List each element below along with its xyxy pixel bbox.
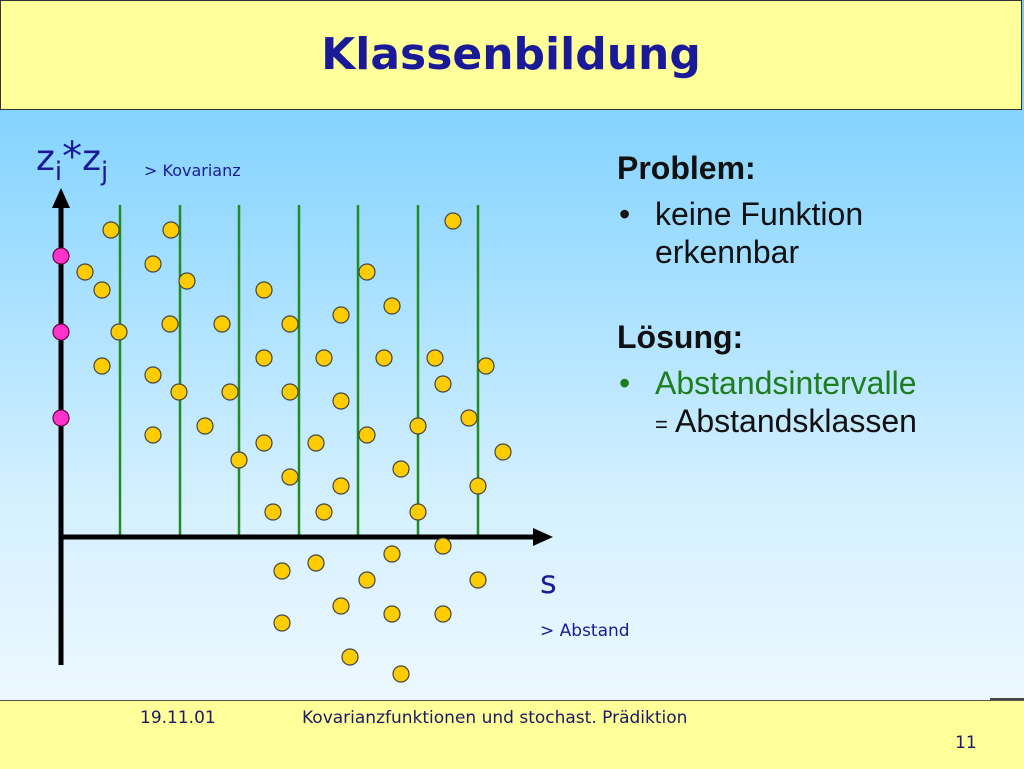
y-var: z [36, 138, 55, 179]
data-point [333, 307, 349, 323]
x-axis-label: s [540, 563, 557, 601]
solution-heading: Lösung: [617, 319, 744, 355]
data-point [359, 427, 375, 443]
data-point [445, 213, 461, 229]
data-point [274, 563, 290, 579]
data-point [94, 282, 110, 298]
data-point [384, 546, 400, 562]
data-point [214, 316, 230, 332]
problem-bullet [617, 195, 1017, 271]
y-axis-label [36, 134, 108, 187]
data-point [256, 282, 272, 298]
data-point [308, 435, 324, 451]
data-point [179, 273, 195, 289]
y-axis-note: > Kovarianz [144, 161, 241, 180]
axis-marker [53, 410, 69, 426]
footer-title: Kovarianzfunktionen und stochast. Prädiktion [302, 708, 688, 728]
data-point [171, 384, 187, 400]
data-point [316, 350, 332, 366]
data-point [384, 298, 400, 314]
solution-eq: = [655, 412, 668, 437]
solution-line2: Abstandsklassen [674, 403, 917, 439]
bullet-dot: • [619, 365, 631, 401]
y-sub-j: j [101, 157, 109, 187]
data-point [145, 367, 161, 383]
bullet-dot: • [619, 196, 631, 232]
x-axis-note: > Abstand [540, 621, 630, 641]
data-point [282, 316, 298, 332]
data-point [333, 478, 349, 494]
axis-marker [53, 248, 69, 264]
data-point [478, 358, 494, 374]
data-point [256, 350, 272, 366]
problem-line2: erkennbar [655, 234, 800, 270]
axis-marker [53, 324, 69, 340]
text-panel [617, 150, 1017, 444]
data-point [410, 504, 426, 520]
data-point [222, 384, 238, 400]
data-point [393, 461, 409, 477]
data-point [342, 649, 358, 665]
page-number: 11 [955, 733, 977, 753]
data-point [282, 469, 298, 485]
data-point [333, 393, 349, 409]
y-star: * [62, 134, 83, 180]
data-point [333, 598, 349, 614]
data-point [427, 350, 443, 366]
data-point [470, 572, 486, 588]
y-sub-i: i [54, 157, 63, 187]
data-point [308, 555, 324, 571]
data-point [103, 222, 119, 238]
data-point [265, 504, 281, 520]
data-point [410, 418, 426, 434]
data-point [111, 324, 127, 340]
data-point [435, 376, 451, 392]
footer-date: 19.11.01 [140, 708, 216, 728]
data-point [316, 504, 332, 520]
data-point [359, 264, 375, 280]
data-point [461, 410, 477, 426]
data-point [435, 538, 451, 554]
data-point [77, 264, 93, 280]
data-point [495, 444, 511, 460]
data-point [384, 606, 400, 622]
data-point [393, 666, 409, 682]
points [77, 213, 511, 682]
solution-line1: Abstandsintervalle [655, 365, 917, 401]
data-point [197, 418, 213, 434]
data-point [256, 435, 272, 451]
data-point [231, 452, 247, 468]
class-lines [120, 205, 478, 537]
data-point [145, 427, 161, 443]
data-point [359, 572, 375, 588]
solution-bullet [617, 364, 1017, 444]
data-point [163, 222, 179, 238]
problem-line1: keine Funktion [655, 196, 864, 232]
slide-title: Klassenbildung [321, 29, 701, 80]
data-point [145, 256, 161, 272]
data-point [282, 384, 298, 400]
data-point [162, 316, 178, 332]
data-point [435, 606, 451, 622]
data-point [470, 478, 486, 494]
data-point [274, 615, 290, 631]
problem-heading: Problem: [617, 150, 756, 186]
data-point [94, 358, 110, 374]
y-var2: z [82, 138, 102, 179]
data-point [376, 350, 392, 366]
